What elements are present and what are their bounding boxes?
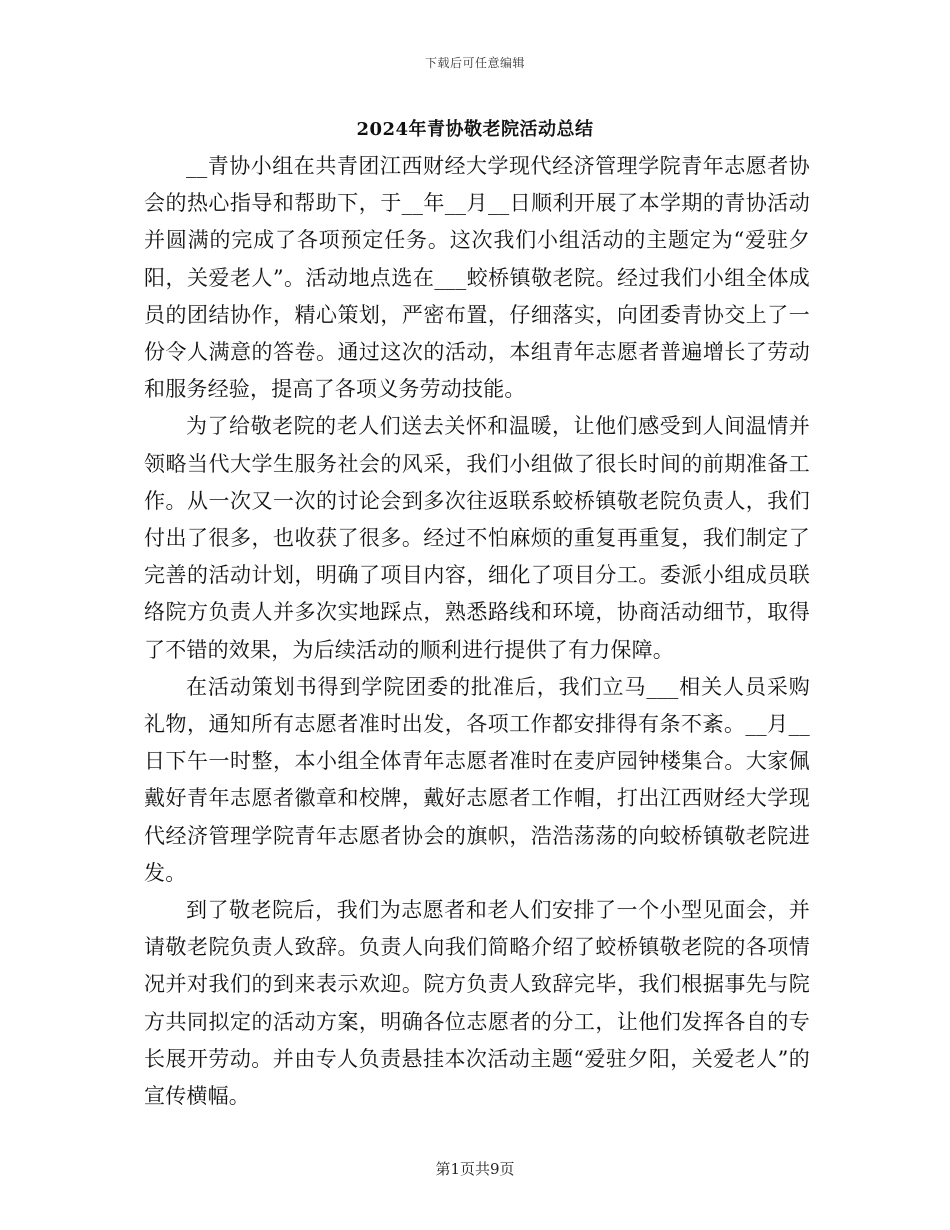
paragraph-3: 在活动策划书得到学院团委的批准后，我们立马___相关人员采购礼物，通知所有志愿者准时出发，各项工作都安排得有条不紊。__月__日下午一时整，本小组全体青年志愿者准时在麦庐园钟楼集合。大家佩戴好青年志愿者徽章和校牌，戴好志愿者工作帽，打出江西财经大学现代经济管理学院青年志愿者协会的旗帜，浩浩荡荡的向蛟桥镇敬老院进发。 [144, 674, 810, 885]
paragraph-2: 为了给敬老院的老人们送去关怀和温暖，让他们感受到人间温情并领略当代大学生服务社会的风采，我们小组做了很长时间的前期准备工作。从一次又一次的讨论会到多次往返联系蛟桥镇敬老院负责人，我们付出了很多，也收获了很多。经过不怕麻烦的重复再重复，我们制定了完善的活动计划，明确了项目内容，细化了项目分工。委派小组成员联络院方负责人并多次实地踩点，熟悉路线和环境，协商活动细节，取得了不错的效果，为后续活动的顺利进行提供了有力保障。 [144, 414, 810, 662]
download-edit-note: 下载后可任意编辑 [424, 56, 525, 70]
document-title: 2024年青协敬老院活动总结 [356, 119, 594, 140]
paragraph-4: 到了敬老院后，我们为志愿者和老人们安排了一个小型见面会，并请敬老院负责人致辞。负责人向我们简略介绍了蛟桥镇敬老院的各项情况并对我们的到来表示欢迎。院方负责人致辞完毕，我们根据事先与院方共同拟定的活动方案，明确各位志愿者的分工，让他们发挥各自的专长展开劳动。并由专人负责悬挂本次活动主题“爱驻夕阳，关爱老人”的宣传横幅。 [144, 898, 810, 1109]
page-number: 第1页共9页 [435, 1160, 515, 1178]
document-body [144, 148, 810, 1115]
paragraph-1: __青协小组在共青团江西财经大学现代经济管理学院青年志愿者协会的热心指导和帮助下，于__年__月__日顺利开展了本学期的青协活动并圆满的完成了各项预定任务。这次我们小组活动的主题定为“爱驻夕阳，关爱老人”。活动地点选在___蛟桥镇敬老院。经过我们小组全体成员的团结协作，精心策划，严密布置，仔细落实，向团委青协交上了一份令人满意的答卷。通过这次的活动，本组青年志愿者普遍增长了劳动和服务经验，提高了各项义务劳动技能。 [144, 154, 810, 402]
